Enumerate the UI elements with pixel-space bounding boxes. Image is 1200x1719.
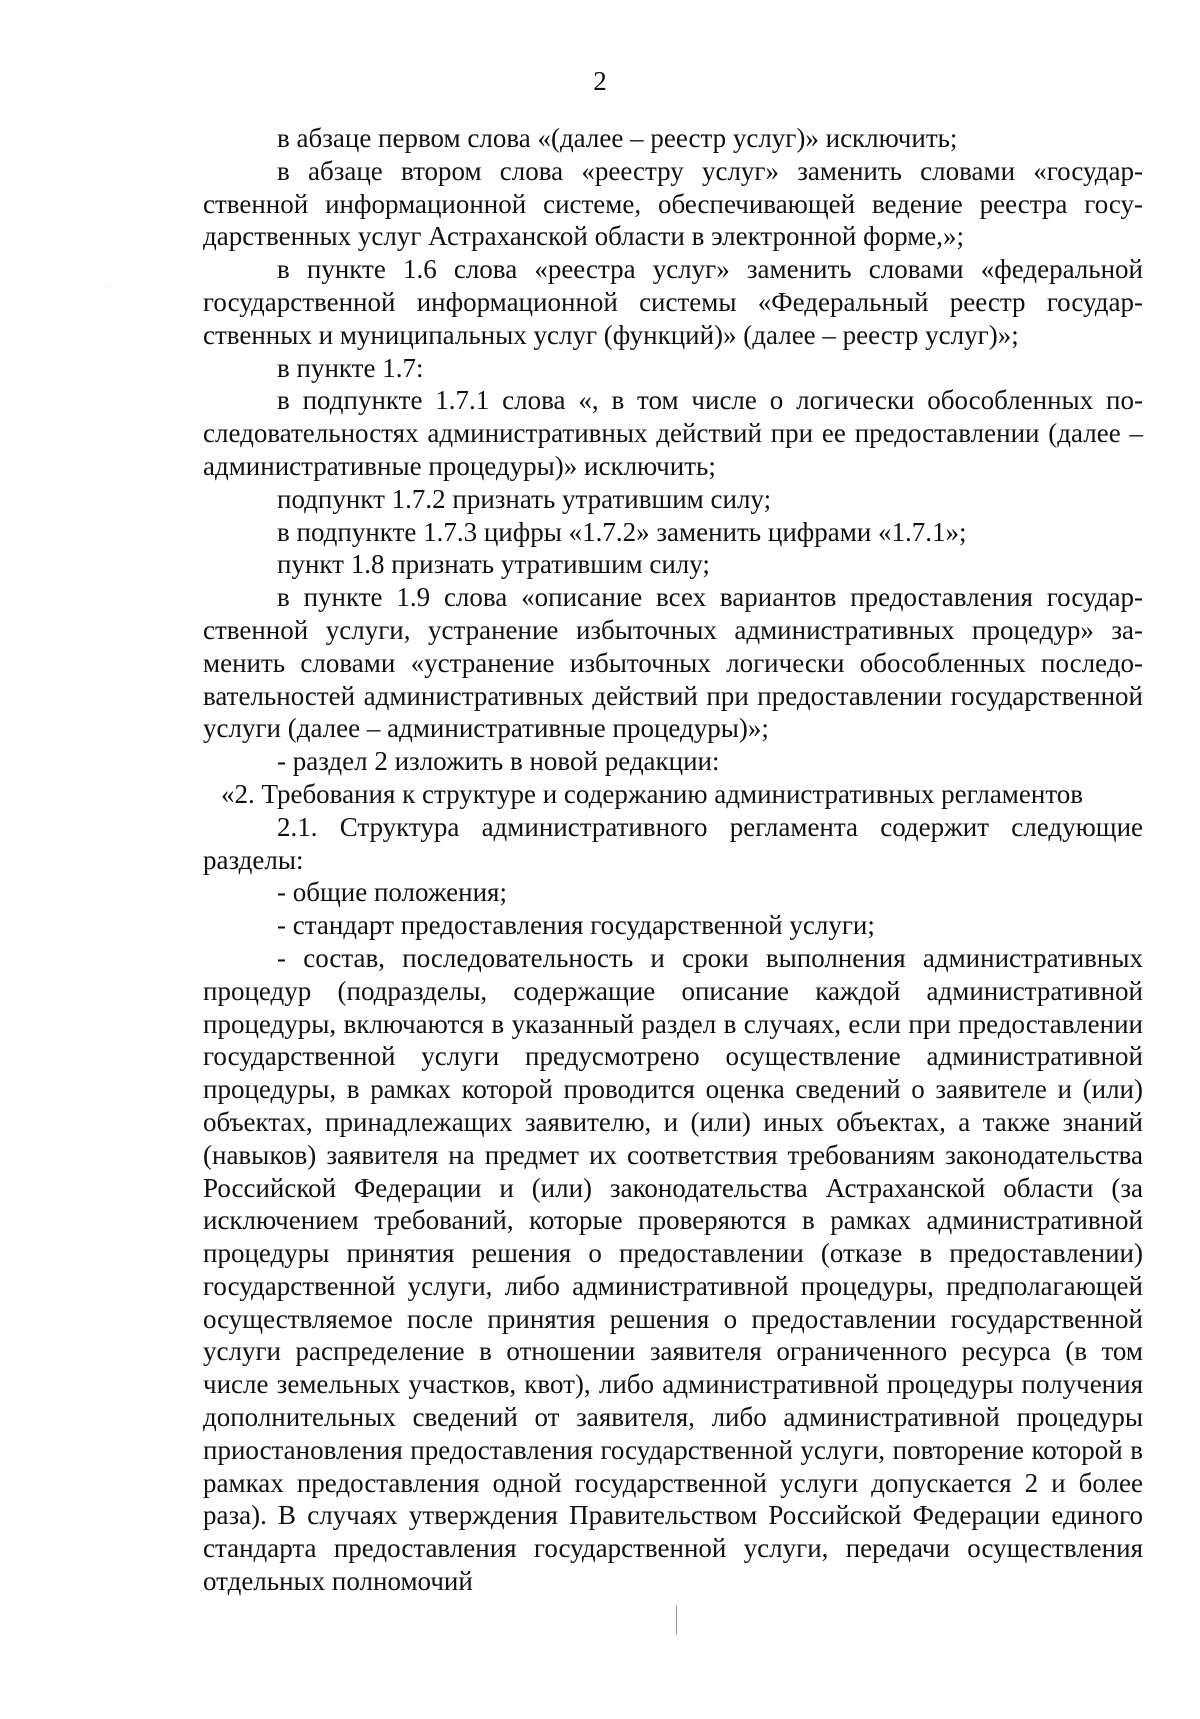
paragraph: 2.1. Структура административного регламента содержит следующие разделы: — [203, 811, 1143, 875]
paragraph: в пункте 1.6 слова «реестра услуг» заменить словами «федеральной государственной информационной системы «Федеральный реестр государственных и муниципальных услуг (функций)» (далее – реестр услуг)»; — [203, 254, 1143, 350]
page-number: 2 — [593, 66, 607, 96]
paragraph: пункт 1.8 признать утратившим силу; — [277, 549, 710, 580]
paragraph: - раздел 2 изложить в новой редакции: — [277, 746, 720, 777]
paragraph: в подпункте 1.7.1 слова «, в том числе о логически обособленных последовательностях административных действий при ее предоставлении (далее – административные процедуры)» исключить; — [203, 385, 1143, 481]
section-heading: «2. Требования к структуре и содержанию административных регламентов — [221, 778, 1084, 809]
paragraph: подпункт 1.7.2 признать утратившим силу; — [277, 483, 772, 514]
paragraph: в подпункте 1.7.3 цифры «1.7.2» заменить цифрами «1.7.1»; — [277, 516, 967, 547]
paragraph: в пункте 1.9 слова «описание всех вариантов предоставления государственной услуги, устранение избыточных административных процедур» заменить словами «устранение избыточных логически обособленных последовательностей административных действий при предоставлении государственной услуги (далее – административные процедуры)»; — [203, 582, 1143, 744]
scan-artifact — [106, 286, 107, 287]
paragraph: в абзаце первом слова «(далее – реестр услуг)» исключить; — [277, 123, 958, 153]
document-body — [203, 122, 1143, 1598]
list-item: - стандарт предоставления государственной услуги; — [277, 910, 875, 941]
paragraph: в абзаце втором слова «реестру услуг» заменить словами «государственной информационной системе, обеспечивающей ведение реестра государственных услуг Астраханской области в электронной форме,»; — [203, 155, 1143, 252]
list-item: - общие положения; — [277, 877, 507, 908]
paragraph: в пункте 1.7: — [277, 352, 424, 383]
scan-artifact — [676, 1605, 677, 1635]
list-item: - состав, последовательность и сроки выполнения административных процедур (подразделы, содержащие описание каждой административной процедуры, включаются в указанный раздел в случаях, если при предоставлении государственной услуги предусмотрено осуществление административной процедуры, в рамках которой проводится оценка сведений о заявителе и (или) объектах, принадлежащих заявителю, и (или) иных объектах, а также знаний (навыков) заявителя на предмет их соответствия требованиям законодательства Российской Федерации и (или) законодательства Астраханской области (за исключением требований, которые проверяются в рамках административной процедуры принятия решения о предоставлении (отказе в предоставлении) государственной услуги, либо административной процедуры, предполагающей осуществляемое после принятия решения о предоставлении государственной услуги распределение в отношении заявителя ограниченного ресурса (в том числе земельных участков, квот), либо административной процедуры получения дополнительных сведений от заявителя, либо административной процедуры приостановления предоставления государственной услуги, повторение которой в рамках предоставления одной государственной услуги допускается 2 и более раза). В случаях утверждения Правительством Российской Федерации единого стандарта предоставления государственной услуги, передачи осуществления отдельных полномочий — [203, 942, 1143, 1597]
